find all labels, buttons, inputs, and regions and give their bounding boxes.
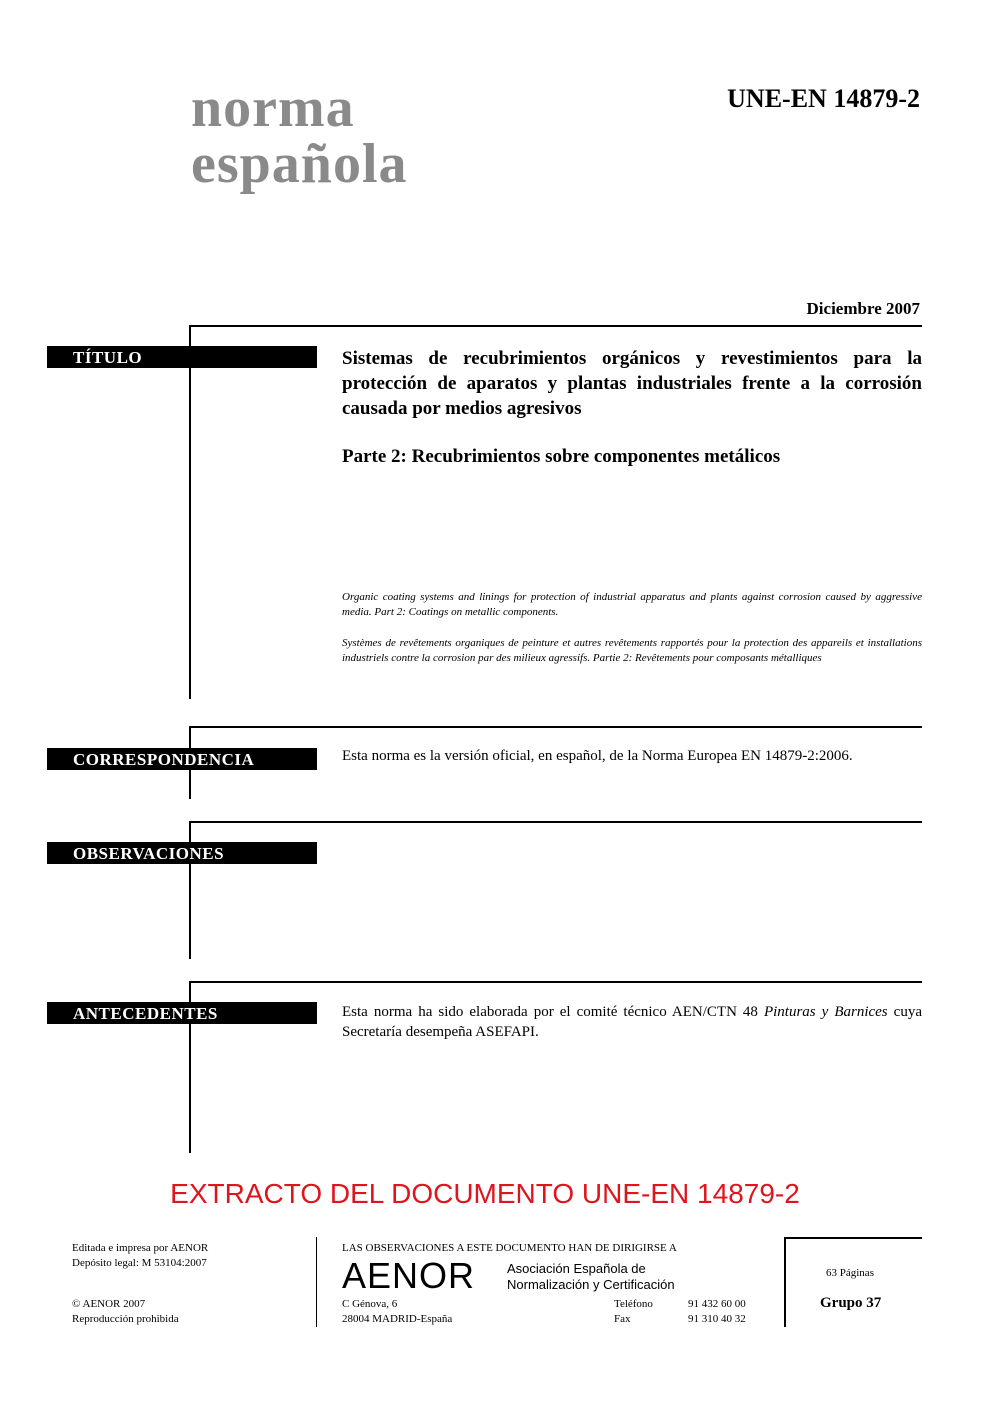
phone-label: Teléfono [614,1298,653,1310]
price-group: Grupo 37 [820,1295,882,1311]
aenor-organization [507,1261,675,1293]
divider-correspondencia [189,726,922,728]
divider-antecedentes [189,981,922,983]
address-line-1: C Génova, 6 [342,1298,398,1310]
section-label-titulo: TÍTULO [47,346,317,368]
antecedentes-committee-name: Pinturas y Barnices [763,1004,888,1020]
divider-observaciones [189,821,922,823]
brand-title [191,77,408,195]
correspondencia-text: Esta norma es la versión oficial, en español, de la Norma Europea EN 14879-2:2006. [342,748,853,764]
org-line-2: Normalización y Certificación [507,1277,675,1292]
title-english: Organic coating systems and linings for protection of industrial apparatus and plants against corrosion caused by aggressive media. Part 2: Coatings on metallic components. [342,591,922,618]
address [342,1297,452,1327]
contact-labels [614,1297,653,1327]
footer-left-bottom [72,1297,179,1327]
section-label-correspondencia: CORRESPONDENCIA [47,748,317,770]
antecedentes-text [342,1002,922,1042]
fax-number: 91 310 40 32 [688,1313,746,1325]
edited-by: Editada e impresa por AENOR [72,1242,209,1254]
brand-line-2: española [191,133,408,195]
section-label-observaciones: OBSERVACIONES [47,842,317,864]
brand-line-1: norma [191,77,355,139]
antecedentes-text-end: cuya Secretaría desempeña ASEFAPI. [342,1004,922,1040]
aenor-logo: AENOR [342,1255,476,1296]
address-line-2: 28004 MADRID-España [342,1313,453,1325]
publication-date: Diciembre 2007 [806,299,920,318]
contact-numbers [688,1297,746,1327]
footer-box-left [784,1237,786,1327]
fax-label: Fax [614,1313,631,1325]
footer-left-top [72,1241,208,1271]
divider-titulo [189,325,922,327]
section-label-antecedentes: ANTECEDENTES [47,1002,317,1024]
extract-notice: EXTRACTO DEL DOCUMENTO UNE-EN 14879-2 [170,1178,800,1209]
org-line-1: Asociación Española de [507,1261,646,1276]
footer-divider-left [316,1237,317,1327]
title-french: Systèmes de revêtements organiques de peinture et autres revêtements rapportés pour la protection des appareils et installations industriels contre la corrosion par des milieux agressifs. Partie 2: Revêtements pour composants métalliques [342,637,922,664]
page-count: 63 Páginas [826,1267,874,1279]
standard-code: UNE-EN 14879-2 [727,84,920,113]
phone-number: 91 432 60 00 [688,1298,746,1310]
title-spanish: Sistemas de recubrimientos orgánicos y revestimientos para la protección de aparatos y plantas industriales frente a la corrosión causada por medios agresivos [342,348,922,419]
antecedentes-text-start: Esta norma ha sido elaborada por el comité técnico AEN/CTN 48 [342,1004,764,1020]
vertical-rule-titulo [189,325,191,699]
reproduction-notice: Reproducción prohibida [72,1313,179,1325]
observations-notice: LAS OBSERVACIONES A ESTE DOCUMENTO HAN DE DIRIGIRSE A [342,1242,677,1254]
copyright: © AENOR 2007 [72,1298,146,1310]
legal-deposit: Depósito legal: M 53104:2007 [72,1257,207,1269]
title-part: Parte 2: Recubrimientos sobre componentes metálicos [342,446,781,467]
footer-box-top [784,1237,922,1239]
